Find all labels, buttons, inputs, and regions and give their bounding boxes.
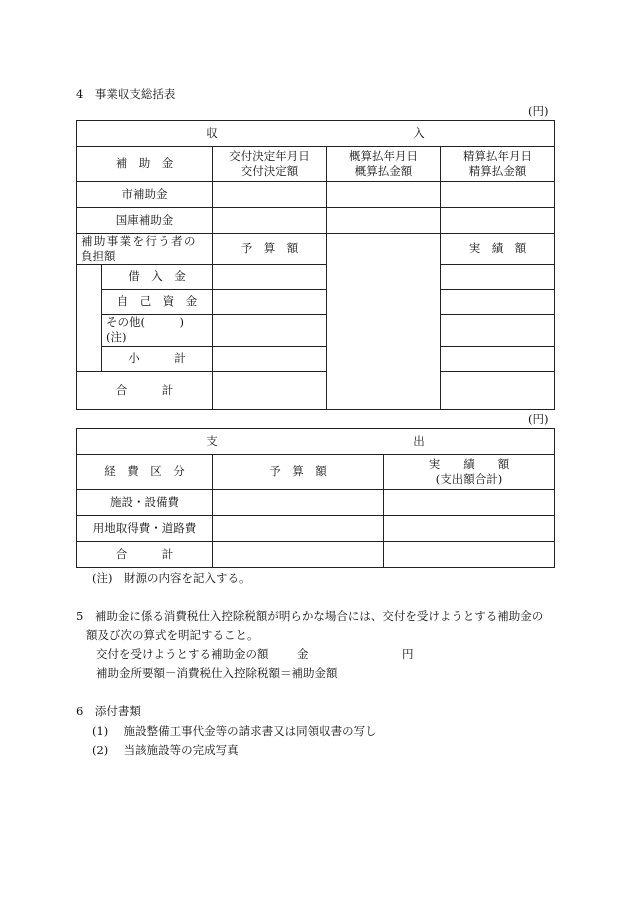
section6-title: 6 添付書類: [76, 704, 141, 718]
section5-yen: 円: [402, 647, 414, 661]
cell: [384, 490, 555, 516]
row-burden-line1: 補助事業を行う者の: [81, 234, 197, 248]
row-national-subsidy: 国庫補助金: [77, 208, 213, 234]
income-unit-label: (円): [528, 104, 549, 118]
expense-col-actual-line1: 実 績 額: [428, 457, 510, 472]
section4-title: 4 事業収支総括表: [76, 87, 176, 101]
cell: [441, 182, 555, 208]
cell: [441, 314, 555, 346]
cell: [213, 182, 327, 208]
income-col-issue: [213, 147, 327, 182]
row-city-subsidy: 市補助金: [77, 182, 213, 208]
cell: [441, 289, 555, 314]
cell: [441, 346, 555, 371]
income-col-settle-date: 精算払年月日: [463, 149, 533, 164]
row-other-line2: (注): [106, 330, 127, 345]
cell: [213, 289, 327, 314]
cell: [327, 208, 441, 234]
income-col-subsidy: 補 助 金: [77, 147, 213, 182]
row-burden: [77, 234, 213, 265]
income-col-advance: [327, 147, 441, 182]
expense-col-budget: 予 算 額: [213, 455, 384, 490]
income-col-settle: [441, 147, 555, 182]
section4-note: (注) 財源の内容を記入する。: [92, 571, 251, 585]
income-col-settle-amount: 精算払金額: [468, 164, 527, 178]
row-other-line1: その他( ): [106, 315, 184, 330]
attachment-text: 当該施設等の完成写真: [123, 743, 239, 757]
expense-col-actual: [384, 455, 555, 490]
row-land-road: 用地取得費・道路費: [77, 516, 213, 542]
cell: [441, 208, 555, 234]
section5-amount-label: 交付を受けようとする補助金の額: [96, 647, 269, 661]
row-facility: 施設・設備費: [77, 490, 213, 516]
expense-header: 支 出: [77, 429, 555, 455]
cell: [327, 182, 441, 208]
advance-merged-cell: [327, 234, 441, 410]
section5-formula: 補助金所要額－消費税仕入控除税額＝補助金額: [96, 666, 338, 680]
income-header: 収 入: [77, 121, 555, 147]
income-col-issue-date: 交付決定年月日: [229, 149, 310, 164]
cell: [213, 490, 384, 516]
row-burden-line2: 負担額: [81, 248, 116, 263]
expense-unit-label: (円): [528, 412, 549, 426]
attachment-number: (1): [92, 724, 109, 738]
row-income-total: 合 計: [77, 371, 213, 409]
cell: [213, 516, 384, 542]
cell: [213, 208, 327, 234]
cell: [441, 371, 555, 409]
actual-label: 実 績 額: [441, 234, 555, 265]
row-own-funds: 自 己 資 金: [102, 289, 213, 314]
expense-col-actual-line2: (支出額合計): [435, 472, 503, 486]
attachment-item: [92, 743, 239, 759]
cell: [213, 542, 384, 568]
section5-line2: 額及び次の算式を明記すること。: [86, 628, 259, 642]
cell: [213, 314, 327, 346]
expense-col-category: 経 費 区 分: [77, 455, 213, 490]
section5-kin: 金: [297, 647, 309, 661]
income-table: [76, 120, 555, 410]
row-loan: 借 入 金: [102, 264, 213, 289]
cell: [213, 371, 327, 409]
cell: [213, 346, 327, 371]
income-col-advance-amount: 概算払金額: [354, 164, 413, 178]
row-subtotal: 小 計: [102, 346, 213, 371]
attachment-text: 施設整備工事代金等の請求書又は同領収書の写し: [123, 724, 377, 738]
income-col-advance-date: 概算払年月日: [349, 149, 418, 164]
budget-label: 予 算 額: [213, 234, 327, 265]
cell: [384, 542, 555, 568]
expense-table: [76, 428, 555, 568]
income-col-issue-amount: 交付決定額: [240, 164, 299, 178]
row-expense-total: 合 計: [77, 542, 213, 568]
cell: [441, 264, 555, 289]
cell: [384, 516, 555, 542]
attachment-item: [92, 724, 377, 740]
indent-cell: [77, 264, 102, 371]
row-other: [102, 314, 213, 346]
attachment-number: (2): [92, 743, 109, 757]
cell: [213, 264, 327, 289]
section5-line1: 5 補助金に係る消費税仕入控除税額が明らかな場合には、交付を受けようとする補助金の: [76, 609, 544, 623]
